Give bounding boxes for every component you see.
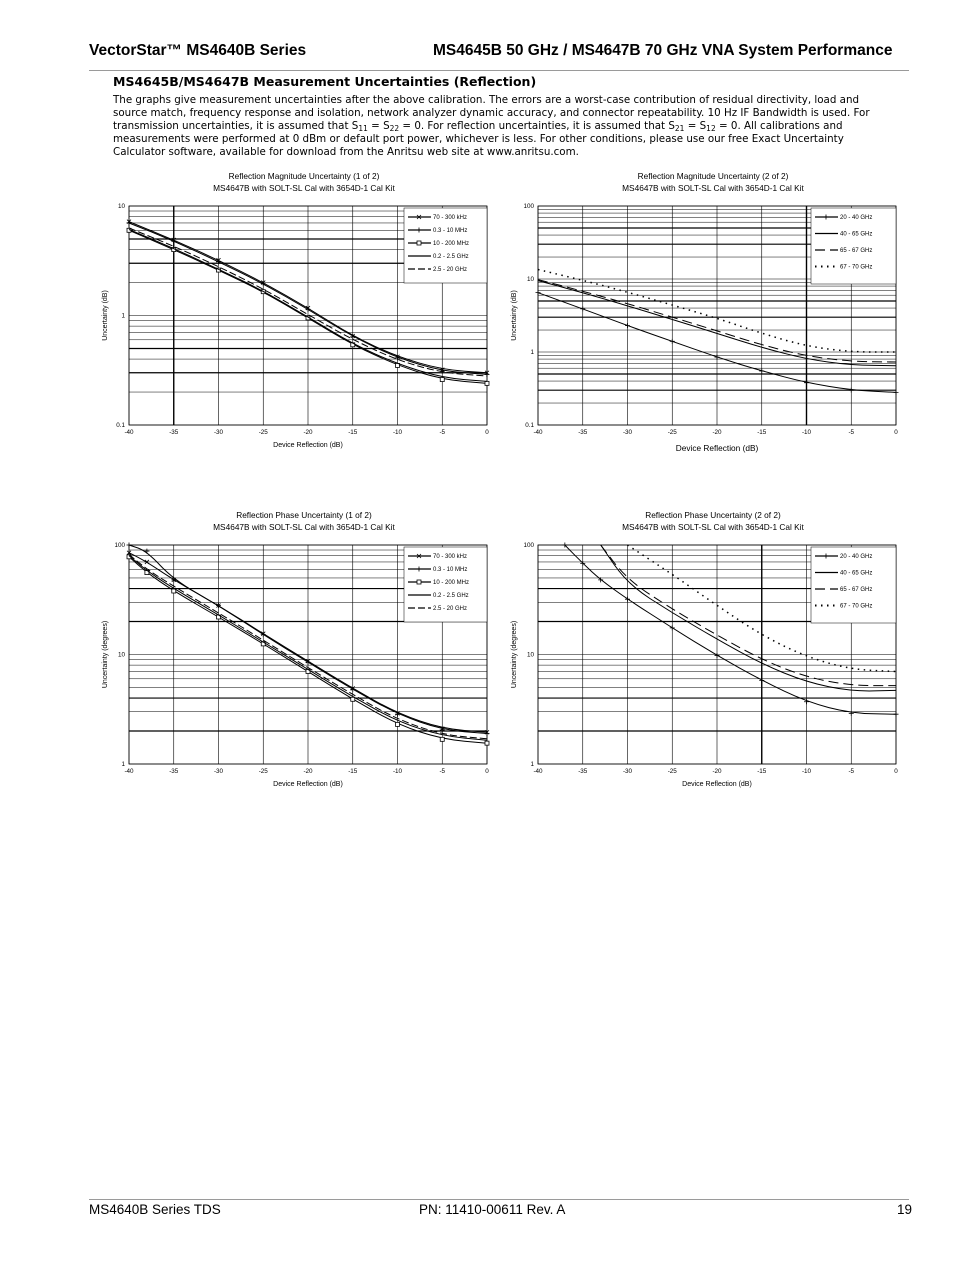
data-point-square <box>396 722 400 726</box>
legend-entry: 40 - 65 GHz <box>840 231 873 238</box>
x-tick-label: 0 <box>485 768 489 775</box>
footer-part-number: PN: 11410-00611 Rev. A <box>419 1202 566 1217</box>
chart-title: Reflection Phase Uncertainty (2 of 2) <box>645 510 781 520</box>
header-divider <box>89 70 909 71</box>
x-tick-label: -25 <box>667 768 677 775</box>
x-tick-label: -15 <box>757 768 767 775</box>
data-point-plus <box>580 306 585 311</box>
y-tick-label: 100 <box>114 542 125 549</box>
subscript: 22 <box>389 124 400 133</box>
x-tick-label: -20 <box>303 768 313 775</box>
data-point-plus <box>127 220 132 225</box>
x-tick-label: -20 <box>712 768 722 775</box>
data-point-plus <box>144 549 149 554</box>
legend-entry: 0.3 - 10 MHz <box>433 228 468 234</box>
section-title: MS4645B/MS4647B Measurement Uncertainties (Reflection) <box>113 74 537 89</box>
x-tick-label: -35 <box>169 768 179 775</box>
data-point-plus <box>849 388 854 393</box>
body-text-fragment: transmission uncertainties, it is assumed that S <box>113 120 359 132</box>
y-tick-label: 10 <box>117 651 125 659</box>
data-point-square <box>417 580 421 584</box>
chart-title: Reflection Phase Uncertainty (1 of 2) <box>236 510 372 520</box>
data-point-plus <box>759 368 764 373</box>
chart-title: Reflection Magnitude Uncertainty (2 of 2) <box>637 171 789 181</box>
y-tick-label: 1 <box>530 349 534 356</box>
x-tick-label: -10 <box>801 768 812 775</box>
x-tick-label: -5 <box>439 429 446 436</box>
x-tick-label: -10 <box>801 429 812 436</box>
legend-entry: 0.2 - 2.5 GHz <box>433 254 469 260</box>
x-tick-label: -5 <box>439 768 446 775</box>
x-tick-label: -5 <box>848 768 855 775</box>
legend-entry: 0.3 - 10 MHz <box>433 567 468 573</box>
x-axis-label: Device Reflection (dB) <box>273 442 343 449</box>
data-point-plus <box>894 712 899 717</box>
legend-entry: 65 - 67 GHz <box>840 587 873 593</box>
body-text-fragment: = S <box>367 120 390 132</box>
legend-entry: 10 - 200 MHz <box>433 580 470 586</box>
legend-entry: 70 - 300 kHz <box>433 554 468 560</box>
chart-subtitle: MS4647B with SOLT-SL Cal with 3654D-1 Cal Kit <box>213 183 395 193</box>
x-tick-label: -25 <box>667 429 677 436</box>
chart-subtitle: MS4647B with SOLT-SL Cal with 3654D-1 Cal Kit <box>622 522 804 532</box>
legend-entry: 40 - 65 GHz <box>840 570 873 577</box>
data-point-square <box>440 737 444 741</box>
legend-entry: 67 - 70 GHz <box>840 264 873 271</box>
y-tick-label: 10 <box>117 203 125 210</box>
x-tick-label: -30 <box>622 768 633 775</box>
legend-entry: 2.5 - 20 GHz <box>433 606 468 612</box>
x-tick-label: -35 <box>169 429 179 436</box>
data-point-plus <box>670 339 675 344</box>
y-tick-label: 1 <box>530 761 534 768</box>
section-body <box>113 94 913 159</box>
x-tick-label: -35 <box>578 429 588 436</box>
y-axis-label: Uncertainty (degrees) <box>102 620 109 689</box>
x-tick-label: -25 <box>258 768 268 775</box>
y-tick-label: 10 <box>526 276 534 283</box>
y-axis-label: Uncertainty (dB) <box>102 290 109 341</box>
x-axis-label: Device Reflection (dB) <box>273 781 343 788</box>
x-tick-label: -20 <box>712 429 722 436</box>
x-tick-label: -15 <box>348 768 358 775</box>
legend-entry: 20 - 40 GHz <box>840 554 873 560</box>
legend-entry: 20 - 40 GHz <box>840 215 873 221</box>
data-point-square <box>485 381 489 385</box>
legend-entry: 67 - 70 GHz <box>840 603 873 610</box>
body-line: Calculator software, available for download from the Anritsu web site at www.anritsu.com. <box>113 146 579 158</box>
x-tick-label: -10 <box>392 429 403 436</box>
magnitude-uncertainty-chart-2 <box>505 166 905 456</box>
x-tick-label: 0 <box>894 768 898 775</box>
body-text-fragment: = 0. For reflection uncertainties, it is assumed that S <box>399 120 675 132</box>
y-tick-label: 0.1 <box>525 422 534 429</box>
x-tick-label: -15 <box>348 429 358 436</box>
subscript: 12 <box>706 124 716 133</box>
data-point-plus <box>536 290 541 295</box>
x-tick-label: -35 <box>578 768 588 775</box>
body-text-fragment: = S <box>684 120 707 132</box>
x-tick-label: -40 <box>124 768 134 775</box>
x-tick-label: -30 <box>213 429 224 436</box>
header-left-title: VectorStar™ MS4640B Series <box>89 42 307 59</box>
x-tick-label: -10 <box>392 768 403 775</box>
data-point-square <box>485 741 489 745</box>
legend-entry: 10 - 200 MHz <box>433 241 470 247</box>
chart-subtitle: MS4647B with SOLT-SL Cal with 3654D-1 Cal Kit <box>622 183 804 193</box>
footer-divider <box>89 1199 909 1200</box>
y-tick-label: 1 <box>121 312 125 320</box>
x-tick-label: -25 <box>258 429 268 436</box>
y-tick-label: 0.1 <box>116 422 125 429</box>
x-axis-label: Device Reflection (dB) <box>682 781 752 788</box>
header-right-title: MS4645B 50 GHz / MS4647B 70 GHz VNA System Performance <box>433 42 893 59</box>
x-tick-label: -40 <box>533 768 543 775</box>
y-tick-label: 100 <box>523 203 534 210</box>
y-tick-label: 1 <box>121 761 125 768</box>
phase-uncertainty-chart-2 <box>505 505 905 795</box>
data-point-plus <box>625 323 630 328</box>
x-tick-label: -5 <box>848 429 855 436</box>
chart-subtitle: MS4647B with SOLT-SL Cal with 3654D-1 Cal Kit <box>213 522 395 532</box>
phase-uncertainty-chart-1 <box>96 505 496 795</box>
y-tick-label: 10 <box>526 651 534 659</box>
y-axis-label: Uncertainty (dB) <box>511 290 518 341</box>
x-tick-label: -30 <box>622 429 633 436</box>
body-line: measurements were performed at 0 dBm or default port power, whichever is less. For other conditions, please use our free Exact Uncertainty <box>113 133 844 145</box>
data-point-square <box>440 378 444 382</box>
y-axis-label: Uncertainty (degrees) <box>511 620 518 689</box>
subscript: 21 <box>674 124 685 133</box>
data-point-square <box>417 241 421 245</box>
magnitude-uncertainty-chart-1 <box>96 166 496 456</box>
x-tick-label: -30 <box>213 768 224 775</box>
legend-entry: 0.2 - 2.5 GHz <box>433 593 469 599</box>
x-tick-label: -40 <box>533 429 543 436</box>
x-tick-label: 0 <box>485 429 489 436</box>
chart-title: Reflection Magnitude Uncertainty (1 of 2) <box>228 171 380 181</box>
legend-entry: 70 - 300 kHz <box>433 215 468 221</box>
body-line-with-subscripts <box>113 120 913 133</box>
footer-doc-name: MS4640B Series TDS <box>89 1202 221 1217</box>
x-tick-label: -20 <box>303 429 313 436</box>
data-point-plus <box>127 543 132 548</box>
legend-entry: 2.5 - 20 GHz <box>433 267 468 273</box>
legend-entry: 65 - 67 GHz <box>840 248 873 254</box>
body-line: The graphs give measurement uncertainties after the above calibration. The errors are a worst-case contribution of residual directivity, load and <box>113 94 860 106</box>
page-number: 19 <box>897 1202 913 1217</box>
body-line: source match, frequency response and isolation, network analyzer dynamic accuracy, and connector repeatability. 10 Hz IF Bandwidth is used. For <box>113 107 870 119</box>
x-tick-label: 0 <box>894 429 898 436</box>
x-tick-label: -40 <box>124 429 134 436</box>
x-tick-label: -15 <box>757 429 767 436</box>
y-tick-label: 100 <box>523 542 534 549</box>
x-axis-label: Device Reflection (dB) <box>675 443 759 453</box>
subscript: 11 <box>358 124 368 133</box>
body-text-fragment: = 0. All calibrations and <box>715 120 843 132</box>
